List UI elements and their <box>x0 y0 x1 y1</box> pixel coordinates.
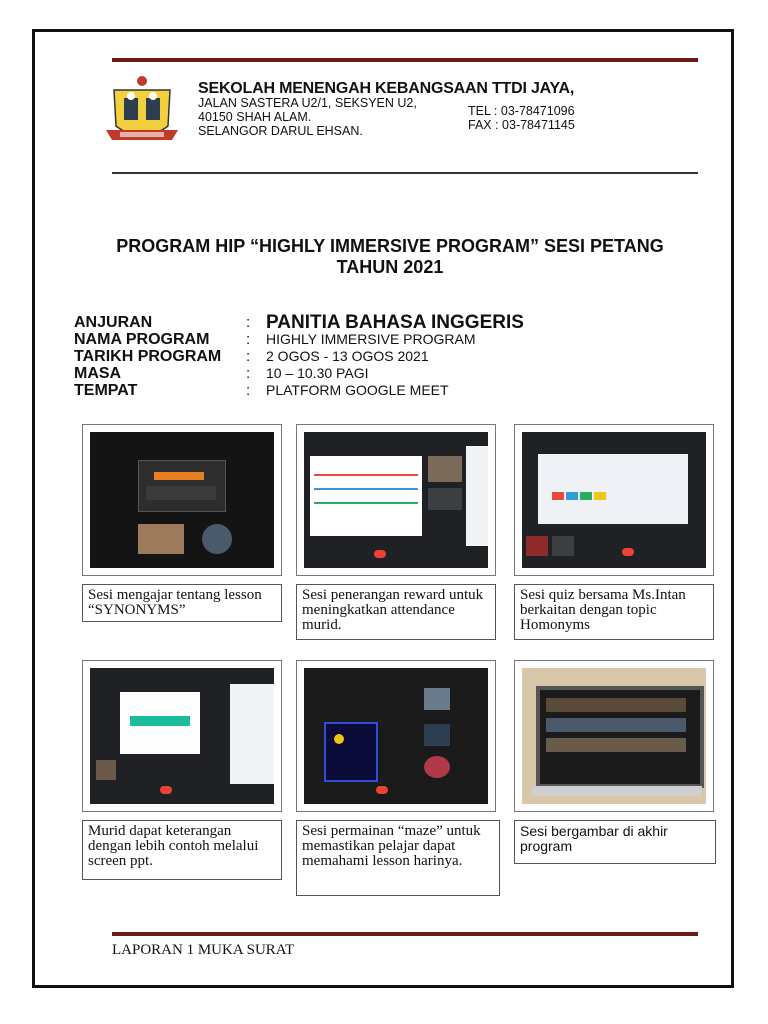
info-row-anjuran <box>74 314 524 331</box>
info-colon: : <box>246 365 251 382</box>
info-value: 10 – 10.30 PAGI <box>266 365 369 381</box>
caption-3: Sesi quiz bersama Ms.Intan berkaitan dengan topic Homonyms <box>514 584 714 640</box>
info-value: PLATFORM GOOGLE MEET <box>266 382 449 398</box>
school-crest-logo <box>106 74 178 150</box>
info-colon: : <box>246 382 251 399</box>
info-colon: : <box>246 348 251 365</box>
photo-reward-explanation <box>296 424 496 576</box>
info-row-tempat <box>74 382 524 399</box>
info-label: ANJURAN <box>74 314 153 331</box>
photo-maze-game <box>296 660 496 812</box>
info-colon: : <box>246 314 251 331</box>
caption-4: Murid dapat keterangan dengan lebih contoh melalui screen ppt. <box>82 820 282 880</box>
caption-5: Sesi permainan “maze” untuk memastikan pelajar dapat memahami lesson harinya. <box>296 820 500 896</box>
info-label: TARIKH PROGRAM <box>74 348 222 365</box>
report-title-line-2: TAHUN 2021 <box>336 257 444 277</box>
address-line-1: JALAN SASTERA U2/1, SEKSYEN U2, <box>198 96 417 110</box>
address-line-2: 40150 SHAH ALAM. <box>198 110 312 124</box>
school-name: SEKOLAH MENENGAH KEBANGSAAN TTDI JAYA, <box>198 80 575 97</box>
address-line-3: SELANGOR DARUL EHSAN. <box>198 124 363 138</box>
info-value: PANITIA BAHASA INGGERIS <box>266 312 524 333</box>
caption-6: Sesi bergambar di akhir program <box>514 820 716 864</box>
info-label: NAMA PROGRAM <box>74 331 210 348</box>
header-rule-top <box>112 58 698 62</box>
info-colon: : <box>246 331 251 348</box>
header-rule-bottom <box>112 172 698 174</box>
info-row-masa <box>74 365 524 382</box>
footer-label: LAPORAN 1 MUKA SURAT <box>112 942 295 958</box>
footer-rule <box>112 932 698 936</box>
info-row-tarikh <box>74 348 524 365</box>
telephone: TEL : 03-78471096 <box>468 104 575 118</box>
caption-1: Sesi mengajar tentang lesson “SYNONYMS” <box>82 584 282 622</box>
fax: FAX : 03-78471145 <box>468 118 575 132</box>
info-label: TEMPAT <box>74 382 138 399</box>
photo-homonyms-quiz <box>514 424 714 576</box>
caption-2: Sesi penerangan reward untuk meningkatkan attendance murid. <box>296 584 496 640</box>
info-row-nama-program <box>74 331 524 348</box>
contact-block <box>468 104 575 132</box>
info-label: MASA <box>74 365 122 382</box>
photo-ppt-explanation <box>82 660 282 812</box>
program-info <box>74 314 524 399</box>
photo-group-picture <box>514 660 714 812</box>
info-value: 2 OGOS - 13 OGOS 2021 <box>266 348 429 364</box>
photo-synonyms-lesson <box>82 424 282 576</box>
info-value: HIGHLY IMMERSIVE PROGRAM <box>266 331 476 347</box>
report-title-line-1: PROGRAM HIP “HIGHLY IMMERSIVE PROGRAM” SESI PETANG <box>116 236 664 256</box>
report-title <box>80 236 700 278</box>
